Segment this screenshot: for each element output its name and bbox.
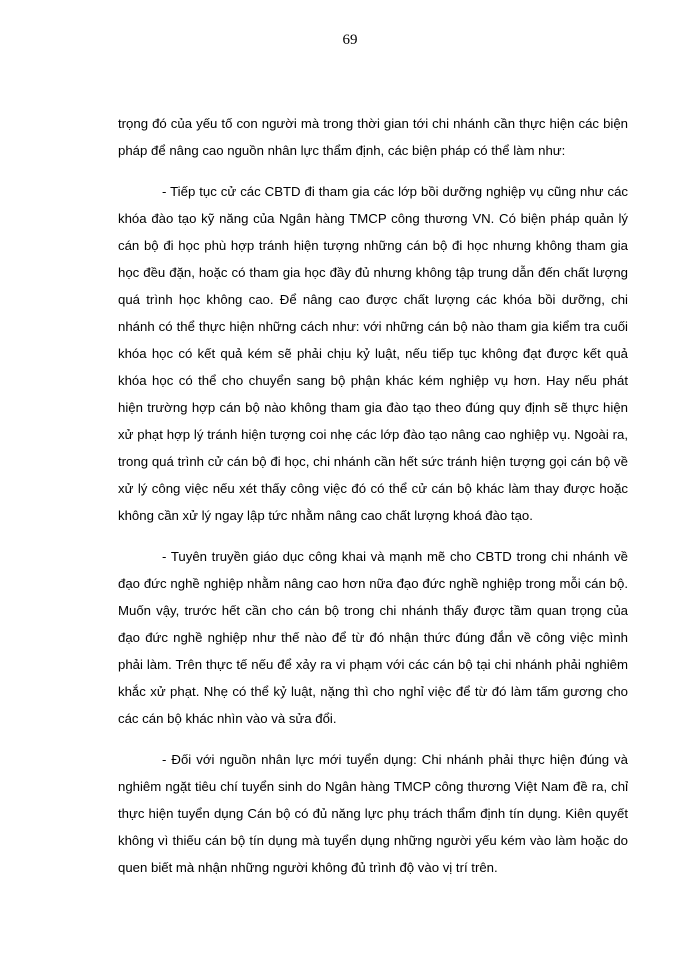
paragraph-training: - Tiếp tục cử các CBTD đi tham gia các lớp bồi dưỡng nghiệp vụ cũng như các khóa đào tạo kỹ năng của Ngân hàng TMCP công thương VN. Có biện pháp quản lý cán bộ đi học phù hợp tránh hiện tượng những cán bộ đi học nhưng không tham gia học đều đặn, hoặc có tham gia học đầy đủ nhưng không tập trung dẫn đến chất lượng quá trình học không cao. Để nâng cao được chất lượng các khóa bồi dưỡng, chi nhánh có thể thực hiện những cách như: với những cán bộ nào tham gia kiểm tra cuối khóa học có kết quả kém sẽ phải chịu kỷ luật, nếu tiếp tục không đạt được kết quả khóa học có thể cho chuyển sang bộ phận khác kém nghiệp vụ hơn. Hay nếu phát hiện trường hợp cán bộ nào không tham gia đào tạo theo đúng quy định sẽ thực hiện xử phạt hợp lý tránh hiện tượng coi nhẹ các lớp đào tạo nâng cao nghiệp vụ. Ngoài ra, trong quá trình cử cán bộ đi học, chi nhánh cần hết sức tránh hiện tượng gọi cán bộ về xử lý công việc nếu xét thấy công việc đó có thể cử cán bộ khác làm thay được hoặc không cần xử lý ngay lập tức nhằm nâng cao chất lượng khoá đào tạo. <box>118 184 628 523</box>
paragraph-ethics: - Tuyên truyền giáo dục công khai và mạnh mẽ cho CBTD trong chi nhánh về đạo đức nghề nghiệp nhằm nâng cao hơn nữa đạo đức nghề nghiệp trong mỗi cán bộ. Muốn vậy, trước hết cần cho cán bộ trong chi nhánh thấy được tầm quan trọng của đạo đức nghề nghiệp như thế nào để từ đó nhận thức đúng đắn về công việc mình phải làm. Trên thực tế nếu để xảy ra vi phạm với các cán bộ tại chi nhánh phải nghiêm khắc xử phạt. Nhẹ có thể kỷ luật, nặng thì cho nghỉ việc để từ đó làm tấm gương cho các cán bộ khác nhìn vào và sửa đổi. <box>118 549 628 726</box>
body-text <box>118 110 628 895</box>
paragraph-intro: trọng đó của yếu tố con người mà trong thời gian tới chi nhánh cần thực hiện các biện pháp để nâng cao nguồn nhân lực thẩm định, các biện pháp có thể làm như: <box>118 116 628 158</box>
paragraph-recruitment: - Đối với nguồn nhân lực mới tuyển dụng: Chi nhánh phải thực hiện đúng và nghiêm ngặt tiêu chí tuyển sinh do Ngân hàng TMCP công thương Việt Nam đề ra, chỉ thực hiện tuyển dụng Cán bộ có đủ năng lực phụ trách thẩm định tín dụng. Kiên quyết không vì thiếu cán bộ tín dụng mà tuyển dụng những người yếu kém vào làm hoặc do quen biết mà nhận những người không đủ trình độ vào vị trí trên. <box>118 752 628 875</box>
page-number: 69 <box>342 32 358 48</box>
